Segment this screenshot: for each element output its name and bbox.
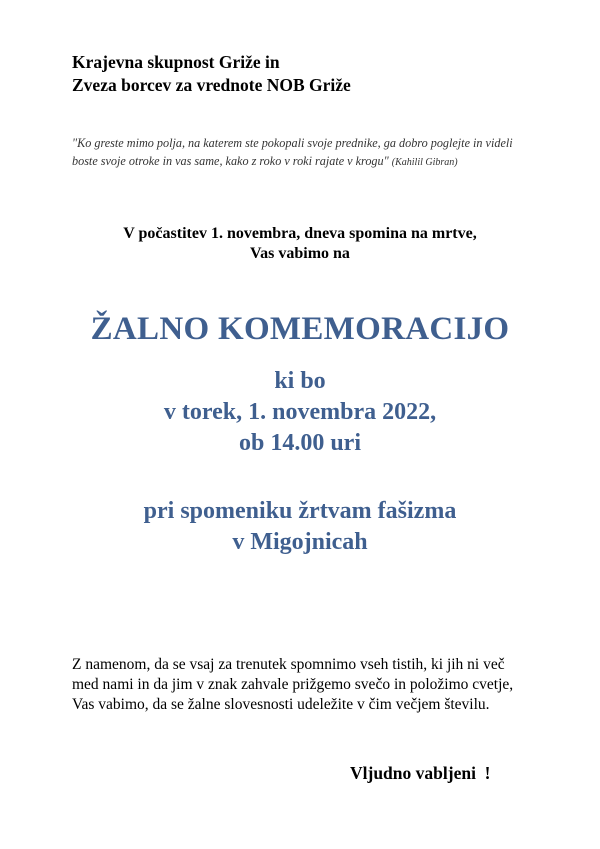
organizer-line-1: Krajevna skupnost Griže in bbox=[72, 52, 280, 72]
location-line-1: pri spomeniku žrtvam fašizma bbox=[143, 498, 457, 524]
event-date: v torek, 1. novembra 2022, bbox=[163, 399, 437, 425]
organizer-line-2: Zveza borcev za vrednote NOB Griže bbox=[72, 75, 351, 95]
event-line-1: ki bo bbox=[274, 368, 326, 394]
invitation-intro bbox=[0, 224, 600, 264]
event-datetime bbox=[0, 366, 600, 459]
closing-greeting: Vljudno vabljeni ! bbox=[350, 763, 491, 783]
quote-block bbox=[72, 134, 532, 172]
organizers-heading bbox=[72, 51, 552, 97]
invitation-paragraph: Z namenom, da se vsaj za trenutek spomnimo vseh tistih, ki jih ni več med nami in da jim v znak zahvale prižgemo svečo in položimo cvetje, Vas vabimo, da se žalne slovesnosti udeležite v čim večjem številu. bbox=[72, 656, 514, 713]
location-line-2: v Migojnicah bbox=[232, 529, 368, 555]
event-location bbox=[0, 496, 600, 558]
event-title: ŽALNO KOMEMORACIJO bbox=[90, 311, 510, 347]
intro-line-1: V počastitev 1. novembra, dneva spomina na mrtve, bbox=[123, 225, 477, 242]
quote-text: "Ko greste mimo polja, na katerem ste pokopali svoje prednike, ga dobro poglejte in videli boste svoje otroke in vas same, kako z roko v roki rajate v krogu" bbox=[72, 136, 513, 168]
event-time: ob 14.00 uri bbox=[238, 430, 361, 456]
quote-author: (Kahilil Gibran) bbox=[391, 157, 458, 168]
intro-line-2: Vas vabimo na bbox=[250, 245, 350, 262]
